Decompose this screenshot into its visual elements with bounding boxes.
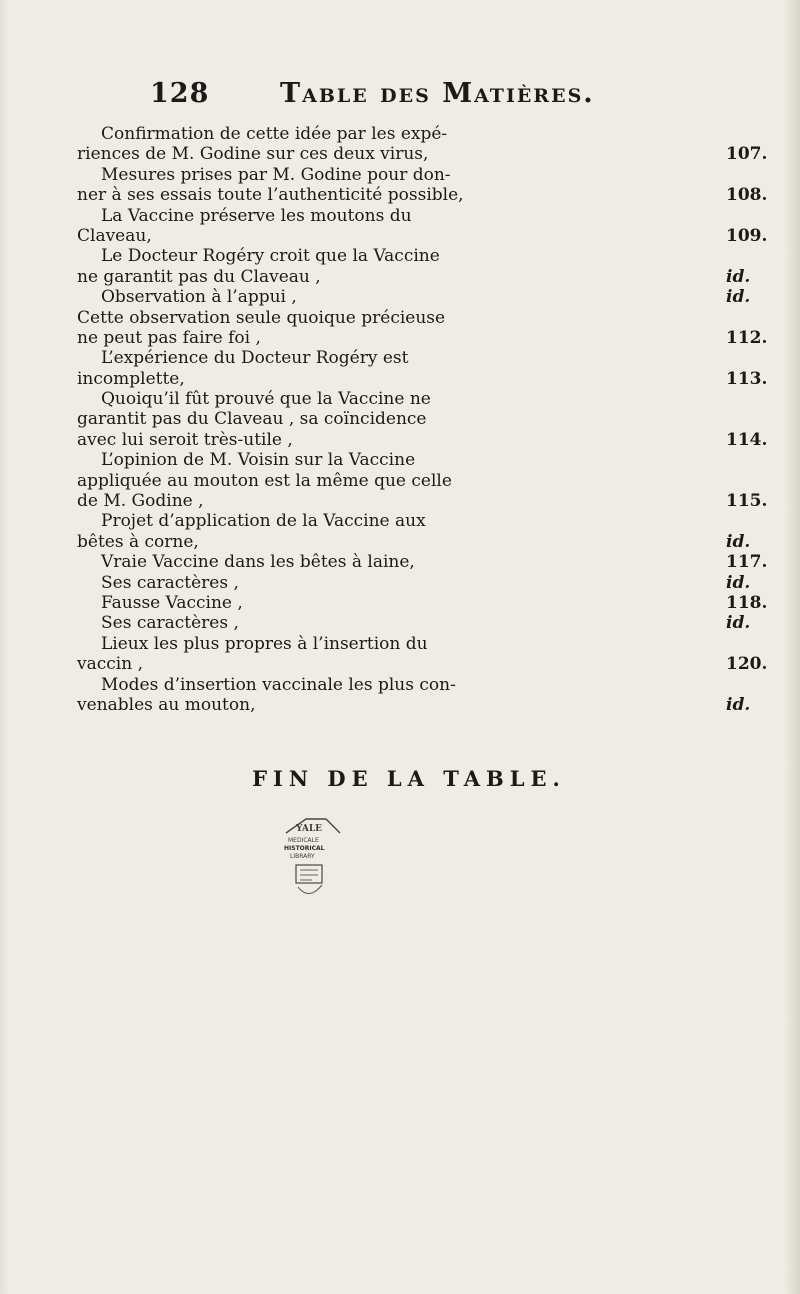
toc-entry-text: La Vaccine préserve les moutons du (101, 205, 412, 226)
toc-entry-text: garantit pas du Claveau , sa coïncidence (77, 409, 427, 430)
toc-entry-text: avec lui seroit très-utile , (77, 429, 293, 450)
toc-line (0, 654, 800, 674)
toc-entry-text: ne garantit pas du Claveau , (77, 266, 321, 287)
toc-page-number: id. (726, 694, 751, 715)
toc-line (0, 369, 800, 389)
toc-entry-text: Fausse Vaccine , (101, 592, 243, 613)
end-of-table: FIN DE LA TABLE. (252, 766, 566, 791)
toc-line (0, 328, 800, 348)
toc-entry-text: L’expérience du Docteur Rogéry est (101, 348, 409, 369)
toc-page-number: 114. (726, 429, 768, 450)
toc-entry-text: Le Docteur Rogéry croit que la Vaccine (101, 246, 440, 267)
toc-page-number: 115. (726, 491, 768, 512)
toc-page-number: 113. (726, 368, 768, 389)
toc-page-number: 107. (726, 144, 768, 165)
running-header (0, 78, 800, 118)
toc-entry-text: Modes d’insertion vaccinale les plus con- (101, 674, 456, 695)
toc-line (0, 246, 800, 266)
library-stamp-icon (282, 815, 346, 907)
toc-entry-text: de M. Godine , (77, 491, 204, 512)
toc-entry-text: Vraie Vaccine dans les bêtes à laine, (101, 552, 415, 573)
toc-line (0, 511, 800, 531)
toc-line (0, 593, 800, 613)
toc-line (0, 450, 800, 470)
toc-entry-text: Cette observation seule quoique précieuse (77, 307, 446, 328)
toc-line (0, 675, 800, 695)
toc-line (0, 144, 800, 164)
toc-line (0, 226, 800, 246)
toc-entry-text: ner à ses essais toute l’authenticité possible, (77, 185, 464, 206)
running-title: Table des Matières. (280, 78, 595, 109)
stamp-line: LIBRARY (290, 853, 315, 860)
toc-page-number: id. (726, 613, 751, 634)
toc-page-number: id. (726, 266, 751, 287)
toc-entry-text: Mesures prises par M. Godine pour don- (101, 164, 451, 185)
toc-entry-text: ne peut pas faire foi , (77, 327, 261, 348)
stamp-line: HISTORICAL (284, 845, 325, 852)
toc-entry-text: riences de M. Godine sur ces deux virus, (77, 144, 429, 165)
toc-entry-text: Claveau, (77, 225, 152, 246)
toc-entry-text: Confirmation de cette idée par les expé- (101, 124, 448, 144)
toc-entry-text: Ses caractères , (101, 613, 239, 634)
toc-entry-text: vaccin , (77, 654, 143, 675)
toc-line (0, 287, 800, 307)
toc-line (0, 409, 800, 429)
toc-page-number: id. (726, 287, 751, 308)
toc-entry-text: L’opinion de M. Voisin sur la Vaccine (101, 450, 416, 471)
toc-page-number: 118. (726, 592, 768, 613)
toc-line (0, 573, 800, 593)
toc-page-number: id. (726, 572, 751, 593)
toc-page-number: 120. (726, 654, 768, 675)
toc-line (0, 206, 800, 226)
toc-page-number: 108. (726, 185, 768, 206)
toc-line (0, 695, 800, 715)
toc-line (0, 430, 800, 450)
table-of-contents (0, 124, 800, 715)
toc-line (0, 389, 800, 409)
toc-page-number: 117. (726, 552, 768, 573)
stamp-line: MEDICALE (288, 837, 319, 844)
toc-line (0, 613, 800, 633)
toc-entry-text: venables au mouton, (77, 694, 256, 715)
toc-line (0, 267, 800, 287)
toc-page-number: 109. (726, 225, 768, 246)
toc-line (0, 552, 800, 572)
toc-line (0, 491, 800, 511)
toc-line (0, 308, 800, 328)
toc-entry-text: bêtes à corne, (77, 531, 199, 552)
toc-entry-text: Ses caractères , (101, 572, 239, 593)
toc-entry-text: Observation à l’appui , (101, 287, 297, 308)
toc-line (0, 634, 800, 654)
toc-page-number: id. (726, 531, 751, 552)
toc-line (0, 185, 800, 205)
page-number: 128 (150, 78, 210, 109)
toc-line (0, 471, 800, 491)
toc-page-number: 112. (726, 327, 768, 348)
toc-line (0, 348, 800, 368)
toc-line (0, 165, 800, 185)
toc-entry-text: Projet d’application de la Vaccine aux (101, 511, 426, 532)
toc-entry-text: appliquée au mouton est la même que celle (77, 470, 452, 491)
toc-line (0, 124, 800, 144)
toc-entry-text: incomplette, (77, 368, 185, 389)
toc-line (0, 532, 800, 552)
toc-entry-text: Quoiqu’il fût prouvé que la Vaccine ne (101, 389, 431, 410)
svg-text:YALE: YALE (296, 824, 323, 834)
toc-entry-text: Lieux les plus propres à l’insertion du (101, 633, 428, 654)
